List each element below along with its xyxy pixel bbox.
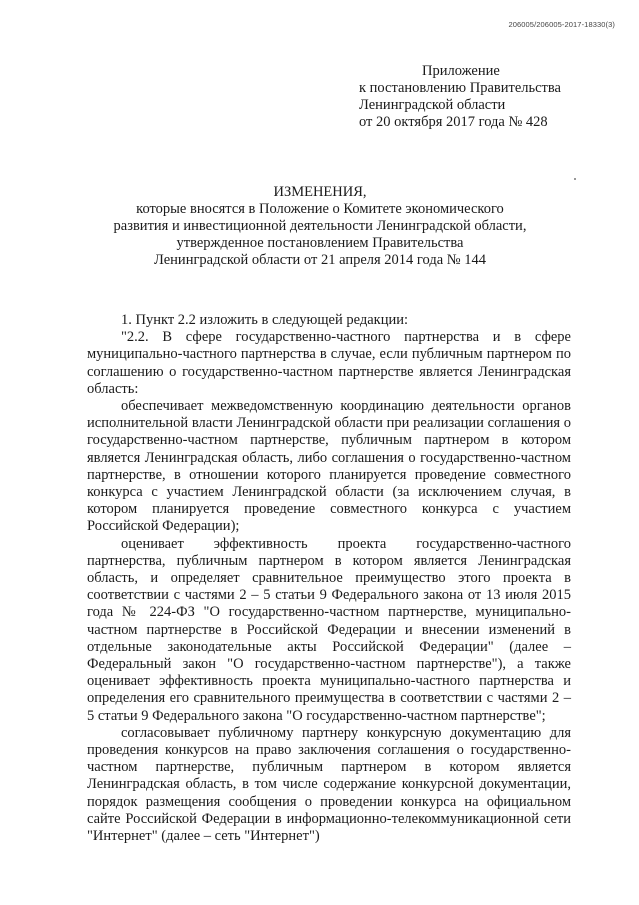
appendix-line: Приложение — [422, 63, 500, 79]
heading-title: ИЗМЕНЕНИЯ, — [273, 184, 367, 200]
appendix-line: от 20 октября 2017 года № 428 — [359, 114, 548, 130]
paragraph: согласовывает публичному партнеру конкурсную документацию для проведения конкурсов на право заключения соглашения о государственно-частном партнерстве, публичным партнером в котором является Ленинградская область, в том числе содержание конкурсной документации, порядок размещения сообщения о проведении конкурса на официальном сайте Российской Федерации в информационно-телекоммуникационной сети "Интернет" (далее – сеть "Интернет") — [87, 724, 571, 845]
paragraph: 1. Пункт 2.2 изложить в следующей редакции: — [121, 312, 409, 328]
heading-line: развития и инвестиционной деятельности Ленинградской области, — [113, 218, 527, 234]
document-id: 206005/206005-2017-18330(3) — [508, 20, 615, 29]
heading-line: утвержденное постановлением Правительства — [176, 235, 464, 251]
appendix-block — [359, 63, 561, 131]
document-heading — [80, 184, 560, 269]
heading-line: которые вносятся в Положение о Комитете экономического — [136, 201, 504, 217]
appendix-line: Ленинградской области — [359, 97, 506, 113]
paragraph: "2.2. В сфере государственно-частного партнерства и в сфере муниципально-частного партнерства в случае, если публичным партнером по соглашению о государственно-частном партнерстве является Ленинградская область: — [87, 329, 571, 397]
paragraph: обеспечивает межведомственную координацию деятельности органов исполнительной власти Ленинградской области при реализации соглашения о государственно-частном партнерстве, публичным партнером в котором является Ленинградская область, либо соглашения о государственно-частном партнерстве, в отношении которого планируется проведение совместного конкурса с участием Ленинградской области (за исключением случая, в котором планируется проведение совместного конкурса с участием Российской Федерации); — [87, 398, 571, 535]
heading-line: Ленинградской области от 21 апреля 2014 года № 144 — [154, 252, 486, 268]
appendix-line: к постановлению Правительства — [359, 80, 561, 96]
scan-speck — [574, 178, 576, 180]
paragraph: оценивает эффективность проекта государственно-частного партнерства, публичным партнером в котором является Ленинградская область, и определяет сравнительное преимущество этого проекта в соответствии с частями 2 – 5 статьи 9 Федерального закона от 13 июля 2015 года № 224-ФЗ "О государственно-частном партнерстве, муниципально-частном партнерстве в Российской Федерации и внесении изменений в отдельные законодательные акты Российской Федерации" (далее – Федеральный закон "О государственно-частном партнерстве"), а также оценивает эффективность проекта муниципально-частного партнерства и определения его сравнительного преимущества в соответствии с частями 2 – 5 статьи 9 Федерального закона "О государственно-частном партнерстве"; — [87, 535, 571, 724]
document-body — [87, 312, 571, 845]
